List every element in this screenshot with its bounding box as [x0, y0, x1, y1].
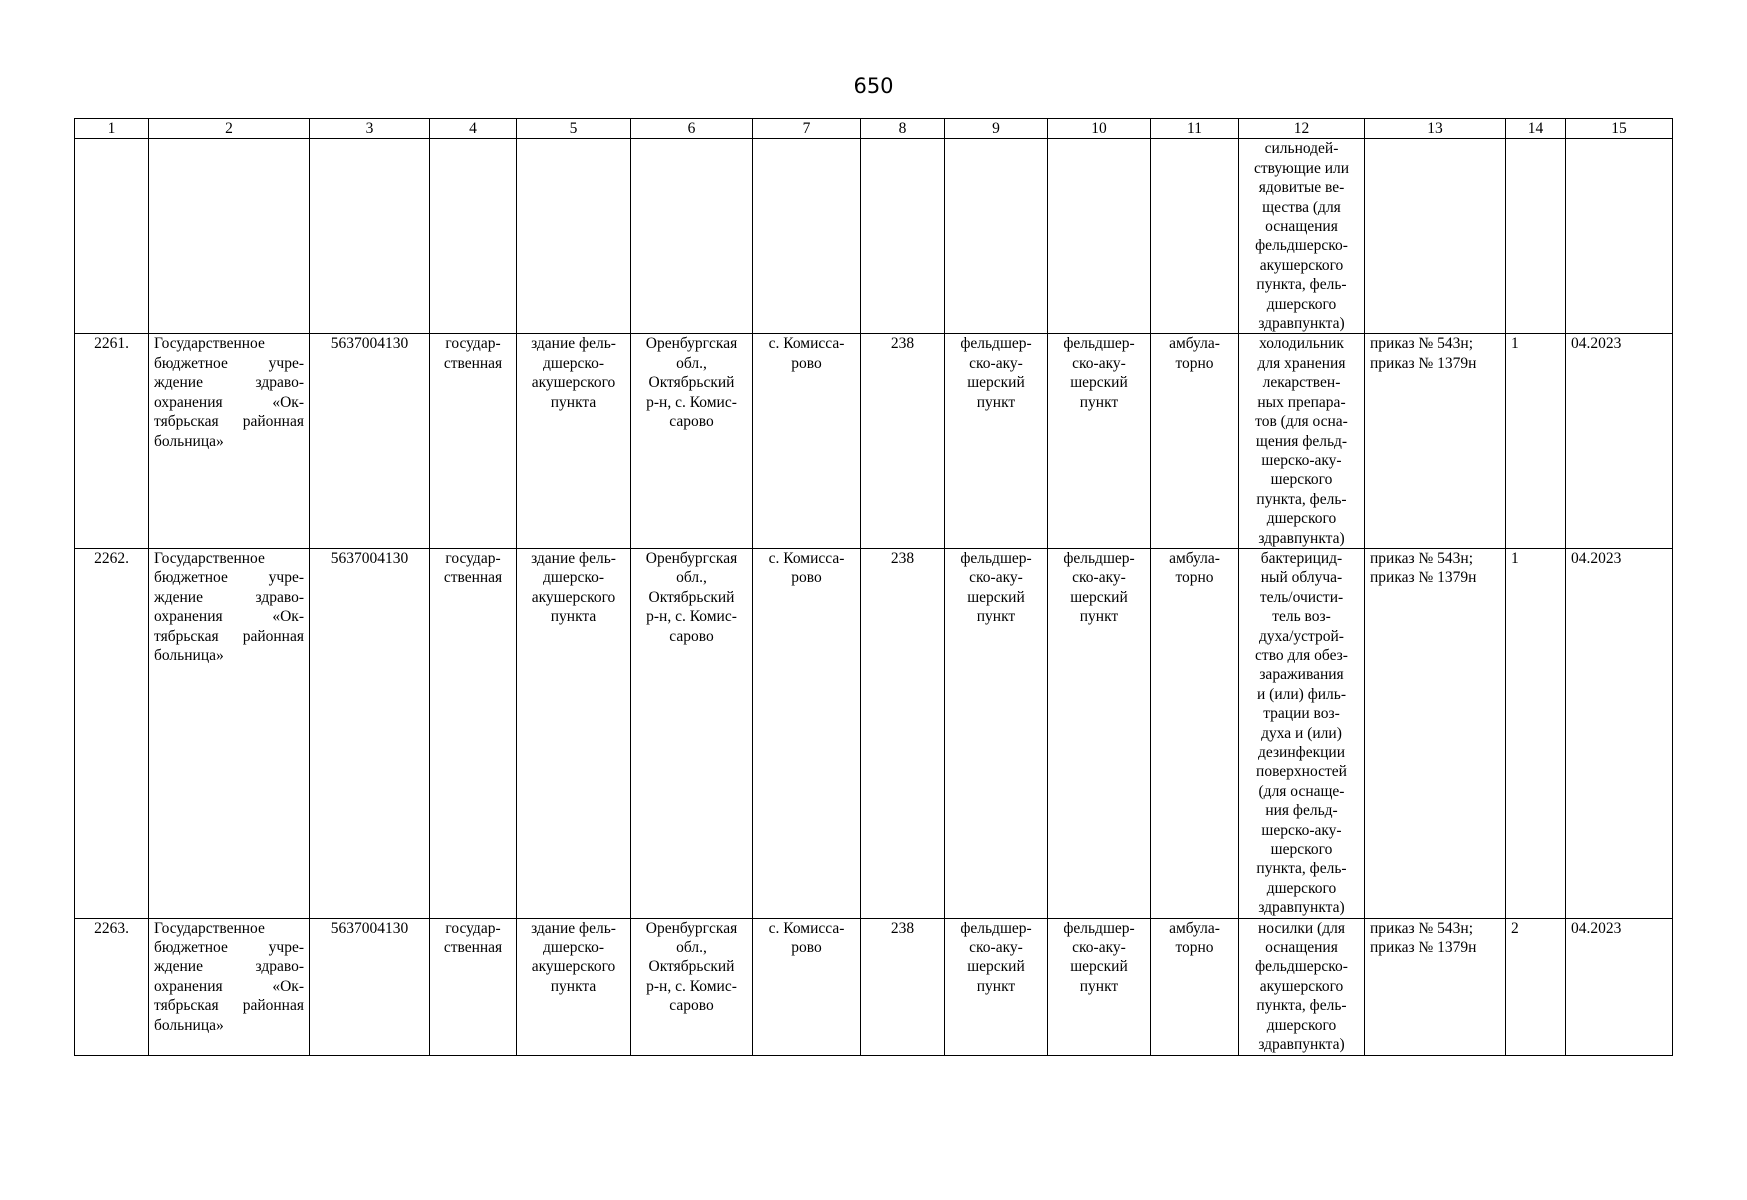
quantity: 1 [1506, 548, 1566, 918]
inn: 5637004130 [310, 334, 430, 548]
ownership-form: государ- ственная [430, 918, 517, 1055]
ownership-form: государ- ственная [430, 334, 517, 548]
table-cell [631, 139, 753, 334]
quantity: 2 [1506, 918, 1566, 1055]
locality: с. Комисса- рово [753, 918, 861, 1055]
table-cell [1048, 139, 1151, 334]
table-cell [1566, 139, 1673, 334]
table-cell [149, 139, 310, 334]
table-cell [945, 139, 1048, 334]
code: 238 [861, 548, 945, 918]
table-cell [430, 139, 517, 334]
organization-name: Государственное бюджетное учре-ждение здраво-охранения «Ок-тябрьская районная больница» [149, 334, 310, 548]
column-number: 11 [1151, 119, 1239, 139]
address: Оренбургская обл., Октябрьский р-н, с. Комис- сарово [631, 918, 753, 1055]
table-cell [310, 139, 430, 334]
table-row [75, 334, 1673, 548]
column-number: 14 [1506, 119, 1566, 139]
inn: 5637004130 [310, 548, 430, 918]
unit-name: фельдшер- ско-аку- шерский пункт [1048, 918, 1151, 1055]
column-number: 6 [631, 119, 753, 139]
care-form: амбула- торно [1151, 548, 1239, 918]
equipment-cell: носилки (для оснащения фельдшерско- акушерского пункта, фель- дшерского здравпункта) [1239, 918, 1365, 1055]
continuation-row [75, 139, 1673, 334]
column-number: 5 [517, 119, 631, 139]
equipment-cell: бактерицид- ный облуча- тель/очисти- тель воз- духа/устрой- ство для обез- зараживания и (или) филь- трации воз- духа и (или) дезинфекции поверхностей (для оснаще- ния фельд- шерско-аку- шерского пункта, фель- дшерского здравпункта) [1239, 548, 1365, 918]
page-number: 650 [853, 74, 894, 98]
care-form: амбула- торно [1151, 918, 1239, 1055]
column-number: 12 [1239, 119, 1365, 139]
column-number: 2 [149, 119, 310, 139]
equipment-cell: холодильник для хранения лекарствен- ных препара- тов (для осна- щения фельд- шерско-аку- шерского пункта, фель- дшерского здравпункта) [1239, 334, 1365, 548]
locality: с. Комисса- рово [753, 548, 861, 918]
building: здание фель- дшерско- акушерского пункта [517, 548, 631, 918]
table-row [75, 548, 1673, 918]
organization-name: Государственное бюджетное учре-ждение здраво-охранения «Ок-тябрьская районная больница» [149, 918, 310, 1055]
column-number-row [75, 119, 1673, 139]
inn: 5637004130 [310, 918, 430, 1055]
locality: с. Комисса- рово [753, 334, 861, 548]
orders: приказ № 543н; приказ № 1379н [1365, 548, 1506, 918]
date: 04.2023 [1566, 918, 1673, 1055]
building: здание фель- дшерско- акушерского пункта [517, 918, 631, 1055]
code: 238 [861, 918, 945, 1055]
building: здание фель- дшерско- акушерского пункта [517, 334, 631, 548]
row-number: 2262. [75, 548, 149, 918]
unit-type: фельдшер- ско-аку- шерский пункт [945, 334, 1048, 548]
column-number: 10 [1048, 119, 1151, 139]
equipment-cell: сильнодей- ствующие или ядовитые ве- щества (для оснащения фельдшерско- акушерского пункта, фель- дшерского здравпункта) [1239, 139, 1365, 334]
table-cell [861, 139, 945, 334]
orders: приказ № 543н; приказ № 1379н [1365, 334, 1506, 548]
column-number: 3 [310, 119, 430, 139]
column-number: 8 [861, 119, 945, 139]
ownership-form: государ- ственная [430, 548, 517, 918]
care-form: амбула- торно [1151, 334, 1239, 548]
date: 04.2023 [1566, 334, 1673, 548]
column-number: 9 [945, 119, 1048, 139]
code: 238 [861, 334, 945, 548]
unit-type: фельдшер- ско-аку- шерский пункт [945, 918, 1048, 1055]
unit-name: фельдшер- ско-аку- шерский пункт [1048, 548, 1151, 918]
address: Оренбургская обл., Октябрьский р-н, с. Комис- сарово [631, 548, 753, 918]
column-number: 7 [753, 119, 861, 139]
orders: приказ № 543н; приказ № 1379н [1365, 918, 1506, 1055]
table-cell [1365, 139, 1506, 334]
address: Оренбургская обл., Октябрьский р-н, с. Комис- сарово [631, 334, 753, 548]
column-number: 13 [1365, 119, 1506, 139]
column-number: 15 [1566, 119, 1673, 139]
table-cell [75, 139, 149, 334]
unit-name: фельдшер- ско-аку- шерский пункт [1048, 334, 1151, 548]
registry-table [74, 118, 1673, 1056]
table-cell [753, 139, 861, 334]
row-number: 2263. [75, 918, 149, 1055]
quantity: 1 [1506, 334, 1566, 548]
date: 04.2023 [1566, 548, 1673, 918]
organization-name: Государственное бюджетное учре-ждение здраво-охранения «Ок-тябрьская районная больница» [149, 548, 310, 918]
table-row [75, 918, 1673, 1055]
column-number: 4 [430, 119, 517, 139]
row-number: 2261. [75, 334, 149, 548]
column-number: 1 [75, 119, 149, 139]
table-cell [517, 139, 631, 334]
unit-type: фельдшер- ско-аку- шерский пункт [945, 548, 1048, 918]
table-cell [1151, 139, 1239, 334]
table-cell [1506, 139, 1566, 334]
